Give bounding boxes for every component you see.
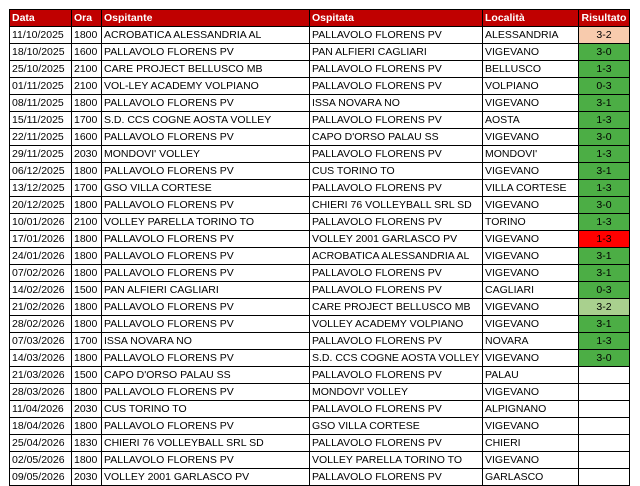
table-row bbox=[10, 282, 630, 299]
match-time: 1500 bbox=[72, 367, 102, 384]
match-location: VIGEVANO bbox=[483, 316, 579, 333]
table-row bbox=[10, 384, 630, 401]
home-team: PALLAVOLO FLORENS PV bbox=[102, 299, 310, 316]
table-row bbox=[10, 248, 630, 265]
match-location: VIGEVANO bbox=[483, 384, 579, 401]
match-date: 21/03/2026 bbox=[10, 367, 72, 384]
match-location: BELLUSCO bbox=[483, 61, 579, 78]
match-date: 28/02/2026 bbox=[10, 316, 72, 333]
schedule-body bbox=[10, 27, 630, 486]
match-result: 3-1 bbox=[579, 248, 630, 265]
table-row bbox=[10, 333, 630, 350]
table-row bbox=[10, 316, 630, 333]
away-team: PALLAVOLO FLORENS PV bbox=[310, 435, 483, 452]
table-row bbox=[10, 27, 630, 44]
match-result: 1-3 bbox=[579, 180, 630, 197]
home-team: PAN ALFIERI CAGLIARI bbox=[102, 282, 310, 299]
home-team: VOLLEY 2001 GARLASCO PV bbox=[102, 469, 310, 486]
match-location: VIGEVANO bbox=[483, 231, 579, 248]
away-team: PALLAVOLO FLORENS PV bbox=[310, 469, 483, 486]
match-result: 3-1 bbox=[579, 95, 630, 112]
match-result: 3-0 bbox=[579, 197, 630, 214]
table-row bbox=[10, 180, 630, 197]
table-row bbox=[10, 197, 630, 214]
match-location: VOLPIANO bbox=[483, 78, 579, 95]
match-result: 3-0 bbox=[579, 129, 630, 146]
match-date: 17/01/2026 bbox=[10, 231, 72, 248]
header-home-team: Ospitante bbox=[102, 10, 310, 27]
match-time: 1800 bbox=[72, 231, 102, 248]
table-row bbox=[10, 78, 630, 95]
match-result: 1-3 bbox=[579, 112, 630, 129]
away-team: MONDOVI' VOLLEY bbox=[310, 384, 483, 401]
match-location: VIGEVANO bbox=[483, 299, 579, 316]
match-date: 07/03/2026 bbox=[10, 333, 72, 350]
match-time: 1800 bbox=[72, 299, 102, 316]
match-date: 13/12/2025 bbox=[10, 180, 72, 197]
match-location: VIGEVANO bbox=[483, 350, 579, 367]
match-date: 02/05/2026 bbox=[10, 452, 72, 469]
header-date: Data bbox=[10, 10, 72, 27]
away-team: PALLAVOLO FLORENS PV bbox=[310, 61, 483, 78]
match-result: 3-0 bbox=[579, 44, 630, 61]
match-time: 1600 bbox=[72, 129, 102, 146]
home-team: VOL-LEY ACADEMY VOLPIANO bbox=[102, 78, 310, 95]
away-team: VOLLEY ACADEMY VOLPIANO bbox=[310, 316, 483, 333]
match-date: 25/04/2026 bbox=[10, 435, 72, 452]
table-row bbox=[10, 418, 630, 435]
match-result bbox=[579, 435, 630, 452]
away-team: PALLAVOLO FLORENS PV bbox=[310, 146, 483, 163]
match-location: VIGEVANO bbox=[483, 418, 579, 435]
match-location: AOSTA bbox=[483, 112, 579, 129]
match-result: 3-1 bbox=[579, 265, 630, 282]
away-team: PALLAVOLO FLORENS PV bbox=[310, 282, 483, 299]
table-row bbox=[10, 299, 630, 316]
table-row bbox=[10, 452, 630, 469]
table-row bbox=[10, 469, 630, 486]
header-result: Risultato bbox=[579, 10, 630, 27]
match-location: VIGEVANO bbox=[483, 197, 579, 214]
table-row bbox=[10, 163, 630, 180]
home-team: CARE PROJECT BELLUSCO MB bbox=[102, 61, 310, 78]
match-time: 1800 bbox=[72, 265, 102, 282]
match-result: 3-2 bbox=[579, 299, 630, 316]
table-row bbox=[10, 44, 630, 61]
match-time: 1800 bbox=[72, 163, 102, 180]
match-date: 06/12/2025 bbox=[10, 163, 72, 180]
match-time: 1500 bbox=[72, 282, 102, 299]
match-date: 28/03/2026 bbox=[10, 384, 72, 401]
match-time: 2100 bbox=[72, 78, 102, 95]
match-result: 0-3 bbox=[579, 282, 630, 299]
match-date: 11/04/2026 bbox=[10, 401, 72, 418]
away-team: GSO VILLA CORTESE bbox=[310, 418, 483, 435]
match-location: MONDOVI' bbox=[483, 146, 579, 163]
match-result: 3-1 bbox=[579, 316, 630, 333]
home-team: S.D. CCS COGNE AOSTA VOLLEY bbox=[102, 112, 310, 129]
match-date: 21/02/2026 bbox=[10, 299, 72, 316]
match-date: 14/03/2026 bbox=[10, 350, 72, 367]
home-team: PALLAVOLO FLORENS PV bbox=[102, 163, 310, 180]
header-location: Località bbox=[483, 10, 579, 27]
away-team: PALLAVOLO FLORENS PV bbox=[310, 27, 483, 44]
match-result: 1-3 bbox=[579, 61, 630, 78]
table-row bbox=[10, 61, 630, 78]
match-time: 1800 bbox=[72, 27, 102, 44]
match-result: 1-3 bbox=[579, 231, 630, 248]
match-location: VIGEVANO bbox=[483, 95, 579, 112]
away-team: ISSA NOVARA NO bbox=[310, 95, 483, 112]
match-location: TORINO bbox=[483, 214, 579, 231]
match-result: 3-2 bbox=[579, 27, 630, 44]
home-team: CUS TORINO TO bbox=[102, 401, 310, 418]
match-time: 1700 bbox=[72, 333, 102, 350]
match-time: 2030 bbox=[72, 401, 102, 418]
match-location: VILLA CORTESE bbox=[483, 180, 579, 197]
schedule-table bbox=[9, 9, 630, 486]
home-team: MONDOVI' VOLLEY bbox=[102, 146, 310, 163]
match-date: 22/11/2025 bbox=[10, 129, 72, 146]
away-team: PALLAVOLO FLORENS PV bbox=[310, 112, 483, 129]
match-result bbox=[579, 452, 630, 469]
match-location: ALESSANDRIA bbox=[483, 27, 579, 44]
away-team: PALLAVOLO FLORENS PV bbox=[310, 367, 483, 384]
match-location: VIGEVANO bbox=[483, 44, 579, 61]
match-date: 10/01/2026 bbox=[10, 214, 72, 231]
match-date: 18/10/2025 bbox=[10, 44, 72, 61]
home-team: PALLAVOLO FLORENS PV bbox=[102, 316, 310, 333]
match-result: 0-3 bbox=[579, 78, 630, 95]
match-location: VIGEVANO bbox=[483, 129, 579, 146]
away-team: CAPO D'ORSO PALAU SS bbox=[310, 129, 483, 146]
home-team: PALLAVOLO FLORENS PV bbox=[102, 384, 310, 401]
table-row bbox=[10, 265, 630, 282]
match-location: NOVARA bbox=[483, 333, 579, 350]
away-team: PALLAVOLO FLORENS PV bbox=[310, 180, 483, 197]
match-time: 1800 bbox=[72, 418, 102, 435]
match-location: CAGLIARI bbox=[483, 282, 579, 299]
match-date: 25/10/2025 bbox=[10, 61, 72, 78]
match-time: 1800 bbox=[72, 197, 102, 214]
home-team: PALLAVOLO FLORENS PV bbox=[102, 248, 310, 265]
match-time: 1800 bbox=[72, 248, 102, 265]
home-team: ISSA NOVARA NO bbox=[102, 333, 310, 350]
match-date: 18/04/2026 bbox=[10, 418, 72, 435]
home-team: GSO VILLA CORTESE bbox=[102, 180, 310, 197]
home-team: ACROBATICA ALESSANDRIA AL bbox=[102, 27, 310, 44]
match-date: 01/11/2025 bbox=[10, 78, 72, 95]
match-date: 14/02/2026 bbox=[10, 282, 72, 299]
match-time: 1800 bbox=[72, 452, 102, 469]
away-team: CARE PROJECT BELLUSCO MB bbox=[310, 299, 483, 316]
table-row bbox=[10, 112, 630, 129]
match-result: 1-3 bbox=[579, 146, 630, 163]
table-row bbox=[10, 367, 630, 384]
match-location: VIGEVANO bbox=[483, 265, 579, 282]
match-result bbox=[579, 469, 630, 486]
away-team: VOLLEY 2001 GARLASCO PV bbox=[310, 231, 483, 248]
home-team: PALLAVOLO FLORENS PV bbox=[102, 265, 310, 282]
match-date: 09/05/2026 bbox=[10, 469, 72, 486]
home-team: PALLAVOLO FLORENS PV bbox=[102, 44, 310, 61]
match-date: 29/11/2025 bbox=[10, 146, 72, 163]
home-team: PALLAVOLO FLORENS PV bbox=[102, 350, 310, 367]
match-time: 1800 bbox=[72, 316, 102, 333]
match-result bbox=[579, 384, 630, 401]
away-team: PALLAVOLO FLORENS PV bbox=[310, 401, 483, 418]
match-result: 1-3 bbox=[579, 214, 630, 231]
home-team: PALLAVOLO FLORENS PV bbox=[102, 95, 310, 112]
header-time: Ora bbox=[72, 10, 102, 27]
match-time: 2030 bbox=[72, 146, 102, 163]
away-team: CHIERI 76 VOLLEYBALL SRL SD bbox=[310, 197, 483, 214]
away-team: VOLLEY PARELLA TORINO TO bbox=[310, 452, 483, 469]
match-time: 1600 bbox=[72, 44, 102, 61]
home-team: PALLAVOLO FLORENS PV bbox=[102, 197, 310, 214]
header-away-team: Ospitata bbox=[310, 10, 483, 27]
match-time: 1800 bbox=[72, 350, 102, 367]
table-row bbox=[10, 146, 630, 163]
match-location: VIGEVANO bbox=[483, 163, 579, 180]
match-result: 3-0 bbox=[579, 350, 630, 367]
match-location: CHIERI bbox=[483, 435, 579, 452]
match-result: 1-3 bbox=[579, 333, 630, 350]
home-team: CHIERI 76 VOLLEYBALL SRL SD bbox=[102, 435, 310, 452]
match-time: 1700 bbox=[72, 112, 102, 129]
match-location: ALPIGNANO bbox=[483, 401, 579, 418]
match-time: 2100 bbox=[72, 214, 102, 231]
match-location: PALAU bbox=[483, 367, 579, 384]
match-time: 2030 bbox=[72, 469, 102, 486]
match-date: 15/11/2025 bbox=[10, 112, 72, 129]
away-team: ACROBATICA ALESSANDRIA AL bbox=[310, 248, 483, 265]
table-row bbox=[10, 129, 630, 146]
table-row bbox=[10, 401, 630, 418]
match-result bbox=[579, 418, 630, 435]
away-team: PALLAVOLO FLORENS PV bbox=[310, 333, 483, 350]
match-time: 1700 bbox=[72, 180, 102, 197]
header-row bbox=[10, 10, 630, 27]
match-location: GARLASCO bbox=[483, 469, 579, 486]
table-row bbox=[10, 214, 630, 231]
match-result bbox=[579, 367, 630, 384]
away-team: PALLAVOLO FLORENS PV bbox=[310, 214, 483, 231]
match-location: VIGEVANO bbox=[483, 248, 579, 265]
match-result: 3-1 bbox=[579, 163, 630, 180]
match-location: VIGEVANO bbox=[483, 452, 579, 469]
table-row bbox=[10, 350, 630, 367]
match-time: 2100 bbox=[72, 61, 102, 78]
match-time: 1800 bbox=[72, 95, 102, 112]
home-team: CAPO D'ORSO PALAU SS bbox=[102, 367, 310, 384]
away-team: PALLAVOLO FLORENS PV bbox=[310, 78, 483, 95]
match-date: 11/10/2025 bbox=[10, 27, 72, 44]
table-row bbox=[10, 95, 630, 112]
match-date: 24/01/2026 bbox=[10, 248, 72, 265]
away-team: CUS TORINO TO bbox=[310, 163, 483, 180]
table-row bbox=[10, 435, 630, 452]
home-team: VOLLEY PARELLA TORINO TO bbox=[102, 214, 310, 231]
home-team: PALLAVOLO FLORENS PV bbox=[102, 418, 310, 435]
home-team: PALLAVOLO FLORENS PV bbox=[102, 452, 310, 469]
home-team: PALLAVOLO FLORENS PV bbox=[102, 231, 310, 248]
home-team: PALLAVOLO FLORENS PV bbox=[102, 129, 310, 146]
match-time: 1800 bbox=[72, 384, 102, 401]
away-team: PALLAVOLO FLORENS PV bbox=[310, 265, 483, 282]
away-team: S.D. CCS COGNE AOSTA VOLLEY bbox=[310, 350, 483, 367]
table-row bbox=[10, 231, 630, 248]
match-date: 08/11/2025 bbox=[10, 95, 72, 112]
away-team: PAN ALFIERI CAGLIARI bbox=[310, 44, 483, 61]
match-result bbox=[579, 401, 630, 418]
match-date: 07/02/2026 bbox=[10, 265, 72, 282]
match-time: 1830 bbox=[72, 435, 102, 452]
match-date: 20/12/2025 bbox=[10, 197, 72, 214]
